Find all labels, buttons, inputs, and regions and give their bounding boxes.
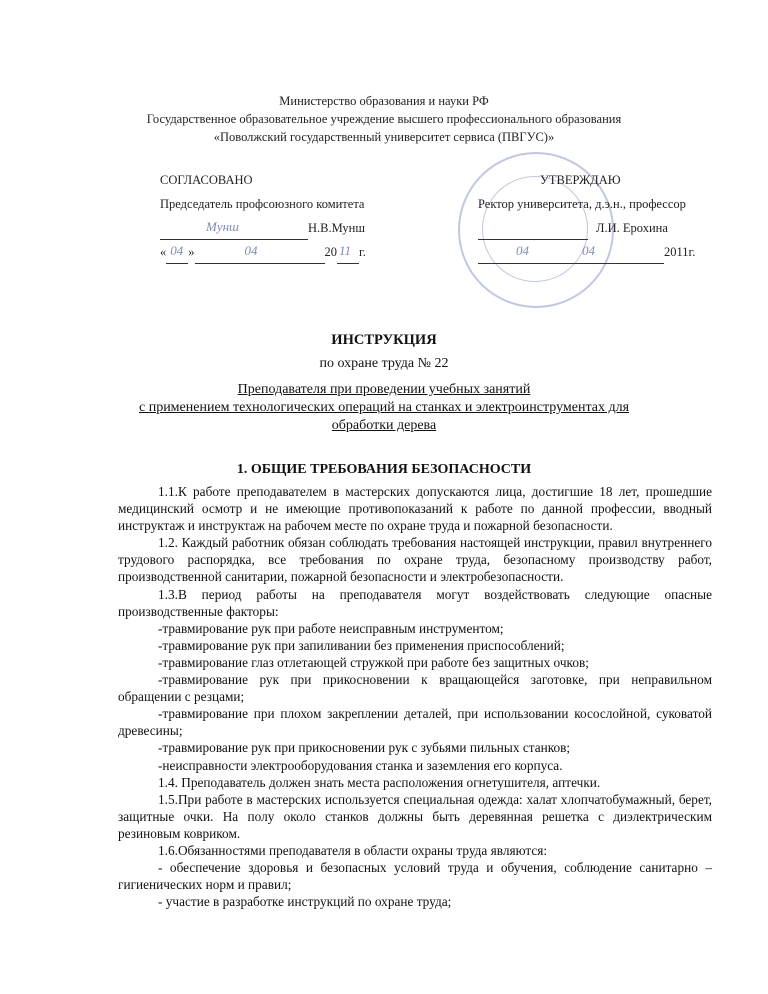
paragraph: -травмирование рук при прикосновении рук с зубьями пильных станков;: [158, 740, 571, 756]
approved-name: Л.И. Ерохина: [596, 221, 668, 235]
approved-position: Ректор университета, д.э.н., профессор: [478, 197, 686, 211]
agreed-date-year: 11: [339, 243, 352, 258]
document-title: ИНСТРУКЦИЯ: [331, 332, 437, 348]
agreed-name: Н.В.Мунш: [308, 221, 365, 235]
topic-line: обработки дерева: [331, 418, 437, 433]
agreed-date-day: 04: [170, 243, 184, 258]
approved-date-month: 04: [582, 243, 595, 258]
date-quote-close: »: [188, 245, 195, 259]
document-topic: [0, 381, 768, 435]
paragraph: 1.5.При работе в мастерских используется специальная одежда: халат хлопчатобумажный, берет, защитные очки. На полу около станков должны быть деревянная решетка с диэлектрическим резиновым ковриком.: [118, 791, 712, 841]
paragraph: -травмирование при плохом закреплении деталей, при использовании косослойной, суковатой древесины;: [118, 706, 712, 739]
topic-line: Преподавателя при проведении учебных занятий: [237, 382, 531, 397]
agreed-position: Председатель профсоюзного комитета: [160, 197, 365, 211]
agreed-date-month: 04: [244, 243, 258, 258]
approved-date-year: 11: [676, 245, 689, 259]
date-year-prefix: 20: [324, 245, 337, 259]
paragraph: - участие в разработке инструкций по охране труда;: [158, 894, 452, 910]
paragraph: 1.4. Преподаватель должен знать места расположения огнетушителя, аптечки.: [158, 774, 601, 790]
topic-line: с применением технологических операций на станках и электроинструментах для: [138, 400, 630, 415]
paragraph: -травмирование рук при работе неисправным инструментом;: [158, 620, 504, 636]
approval-block-approved: [478, 168, 695, 264]
approved-year-prefix: 20: [664, 245, 677, 259]
paragraph: -травмирование рук при прикосновении к вращающейся заготовке, при неправильном обращении с резцами;: [118, 672, 712, 705]
ministry-name: Министерство образования и науки РФ: [279, 94, 489, 108]
approved-label: УТВЕРЖДАЮ: [540, 173, 621, 187]
paragraph: 1.3.В период работы на преподавателя могут воздействовать следующие опасные производственные факторы:: [118, 586, 712, 619]
document-header: [0, 92, 768, 146]
agreed-date-line: [160, 240, 366, 264]
approved-date-suffix: г.: [688, 245, 696, 259]
approved-date-day: 04: [516, 243, 529, 258]
paragraph: -травмирование глаз отлетающей стружкой при работе без защитных очков;: [158, 654, 589, 670]
paragraph: 1.1.К работе преподавателем в мастерских допускаются лица, достигшие 18 лет, прошедшие медицинский осмотр и не имеющие противопоказаний к работе по данной профессии, вводный инструктаж и инструктаж на рабочем месте по охране труда и пожарной безопасности.: [118, 484, 712, 534]
approval-block-agreed: [160, 168, 366, 264]
paragraph: -травмирование рук при запиливании без применения приспособлений;: [158, 637, 565, 653]
paragraph: 1.2. Каждый работник обязан соблюдать требования настоящей инструкции, правил внутреннего трудового распорядка, все требования по охране труда, безопасному производству работ, производственной санитарии, пожарной безопасности и электробезопасности.: [118, 535, 712, 585]
institution-type: Государственное образовательное учреждение высшего профессионального образования: [146, 112, 622, 126]
section-title: 1. ОБЩИЕ ТРЕБОВАНИЯ БЕЗОПАСНОСТИ: [236, 462, 532, 477]
paragraph: -неисправности электрооборудования станка и заземления его корпуса.: [158, 757, 563, 773]
date-suffix: г.: [359, 245, 366, 259]
approved-date-line: [478, 240, 695, 264]
document-subtitle: по охране труда № 22: [319, 356, 449, 371]
document-body: [118, 483, 712, 910]
paragraph: - обеспечение здоровья и безопасных условий труда и обучения, соблюдение санитарно – гигиенических норм и правил;: [118, 860, 712, 893]
approved-signature-line: [478, 216, 695, 240]
date-quote-open: «: [160, 245, 167, 259]
paragraph: 1.6.Обязанностями преподавателя в области охраны труда являются:: [158, 842, 548, 858]
agreed-signature: Мунш: [206, 219, 239, 234]
university-name: «Поволжский государственный университет сервиса (ПВГУС)»: [213, 130, 555, 144]
agreed-signature-line: [160, 216, 366, 240]
agreed-label: СОГЛАСОВАНО: [160, 173, 253, 187]
